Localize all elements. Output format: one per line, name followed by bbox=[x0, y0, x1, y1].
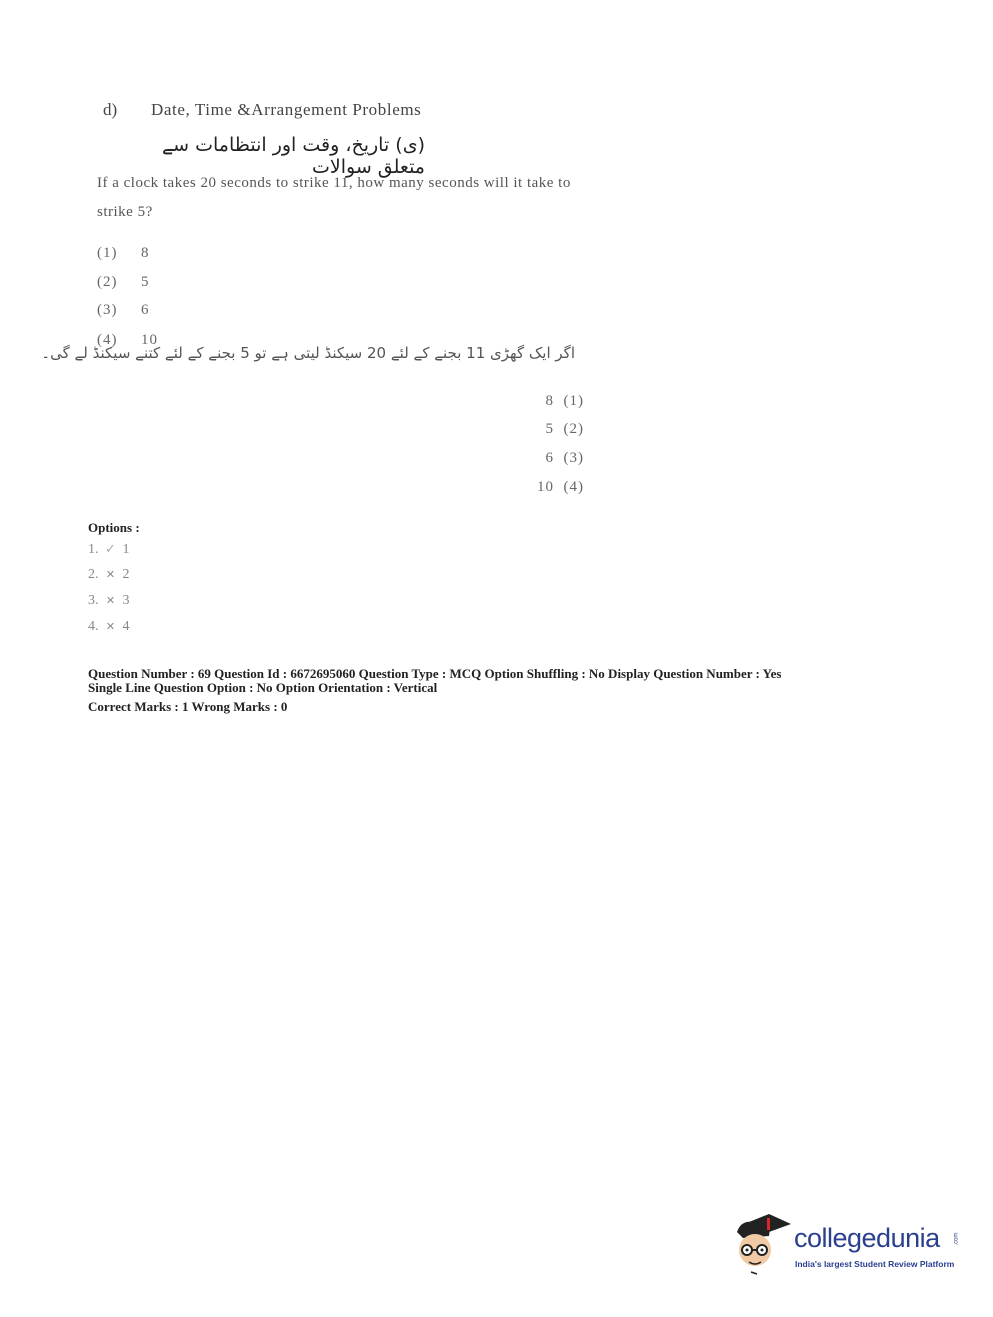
question-text-line-1: If a clock takes 20 seconds to strike 11, how many seconds will it take to bbox=[97, 175, 571, 191]
question-option-2 bbox=[97, 274, 150, 291]
option-value: 6 bbox=[545, 450, 554, 466]
answer-value: 4 bbox=[122, 619, 130, 634]
option-number: (2) bbox=[97, 274, 118, 290]
option-number: (4) bbox=[97, 332, 118, 348]
answer-option-1 bbox=[88, 541, 130, 558]
option-value: 8 bbox=[141, 245, 150, 261]
answer-option-4 bbox=[88, 619, 130, 635]
urdu-option-1 bbox=[520, 393, 584, 410]
answer-index: 2. bbox=[88, 567, 99, 582]
check-icon: ✓ bbox=[105, 541, 116, 556]
urdu-option-2 bbox=[520, 421, 584, 438]
cross-icon: ✕ bbox=[105, 595, 116, 607]
option-number: (4) bbox=[563, 479, 584, 495]
question-option-3 bbox=[97, 302, 150, 319]
answer-index: 3. bbox=[88, 593, 99, 608]
answer-option-2 bbox=[88, 567, 130, 583]
option-value: 5 bbox=[545, 421, 554, 437]
urdu-option-3 bbox=[520, 450, 584, 467]
answer-value: 1 bbox=[122, 542, 130, 557]
option-number: (3) bbox=[563, 450, 584, 466]
answer-index: 1. bbox=[88, 542, 99, 557]
cross-icon: ✕ bbox=[105, 569, 116, 581]
cross-icon: ✕ bbox=[105, 621, 116, 633]
option-value: 5 bbox=[141, 274, 150, 290]
question-meta-line-2: Single Line Question Option : No Option Orientation : Vertical bbox=[88, 680, 438, 695]
section-title-urdu: (ی) تاریخ، وقت اور انتظامات سے متعلق سوالات bbox=[162, 134, 425, 178]
answer-option-3 bbox=[88, 593, 130, 609]
urdu-option-4 bbox=[520, 479, 584, 496]
option-number: (1) bbox=[563, 393, 584, 409]
logo-wordmark: collegedunia bbox=[794, 1223, 940, 1253]
option-value: 10 bbox=[141, 332, 158, 348]
answer-value: 3 bbox=[122, 593, 130, 608]
question-text-line-2: strike 5? bbox=[97, 204, 153, 220]
option-number: (1) bbox=[97, 245, 118, 261]
option-value: 6 bbox=[141, 302, 150, 318]
option-number: (3) bbox=[97, 302, 118, 318]
question-option-1 bbox=[97, 245, 150, 262]
option-number: (2) bbox=[563, 421, 584, 437]
mascot-icon bbox=[737, 1214, 791, 1274]
logo-suffix: .com bbox=[953, 1232, 960, 1246]
logo-tagline: India's largest Student Review Platform bbox=[795, 1259, 955, 1269]
question-meta-line-1: Question Number : 69 Question Id : 6672695060 Question Type : MCQ Option Shuffling : No Display Question Number : Yes bbox=[88, 666, 782, 681]
section-letter: d) bbox=[103, 100, 118, 119]
option-value: 8 bbox=[545, 393, 554, 409]
options-label: Options : bbox=[88, 520, 140, 535]
answer-value: 2 bbox=[122, 567, 130, 582]
section-title: Date, Time &Arrangement Problems bbox=[151, 100, 422, 119]
answer-index: 4. bbox=[88, 619, 99, 634]
question-text-urdu: اگر ایک گھڑی 11 بجنے کے لئے 20 سیکنڈ لیتی ہے تو 5 بجنے کے لئے کتنے سیکنڈ لے گی۔ bbox=[41, 344, 575, 362]
question-meta-line-3: Correct Marks : 1 Wrong Marks : 0 bbox=[88, 699, 288, 714]
option-value: 10 bbox=[537, 479, 554, 495]
